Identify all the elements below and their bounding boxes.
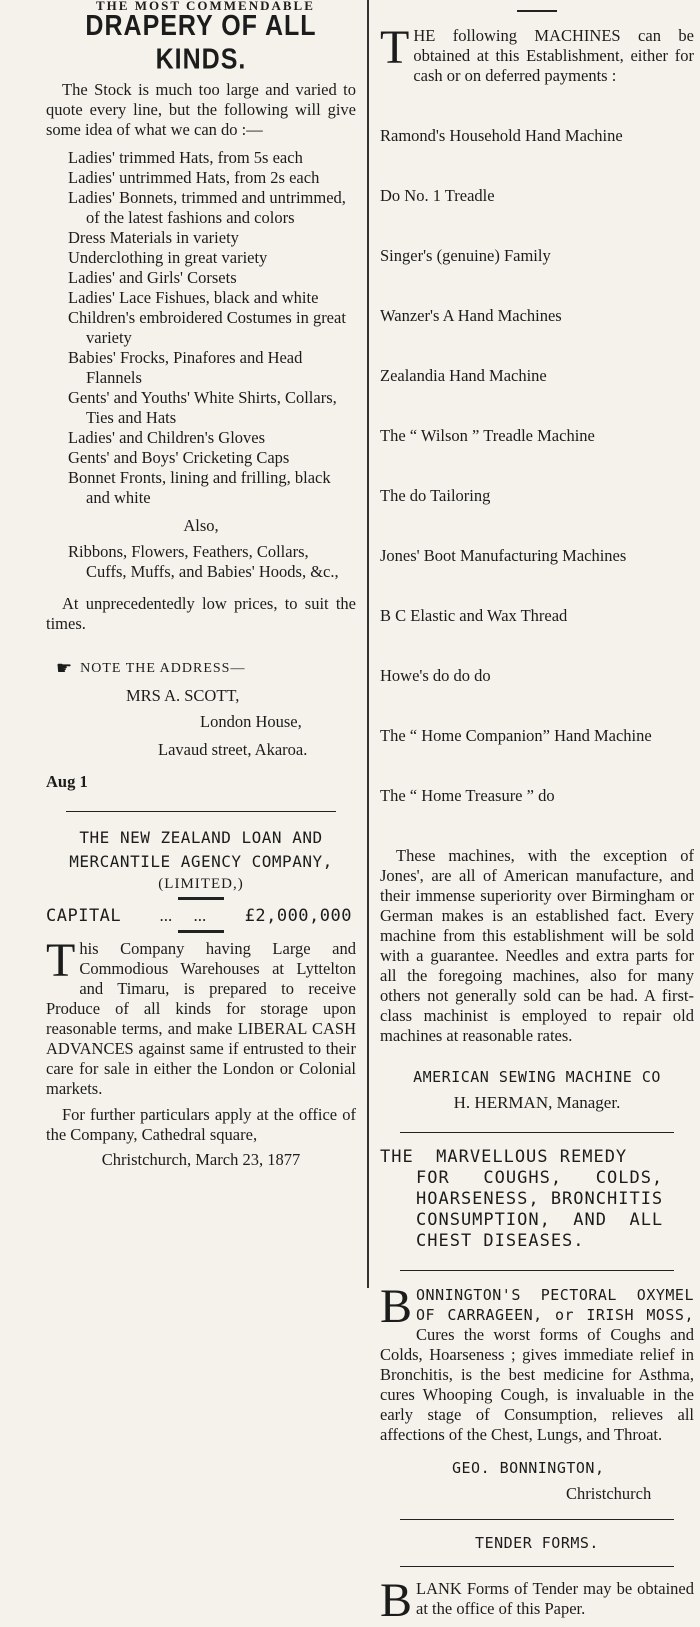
short-divider <box>178 930 224 933</box>
list-item: Zealandia Hand Machine <box>380 366 547 385</box>
proprietor-name: MRS A. SCOTT, <box>126 686 240 705</box>
list-item: Ramond's Household Hand Machine <box>380 126 623 145</box>
list-item: Howe's do do do <box>380 666 491 685</box>
list-item: Ladies' untrimmed Hats, from 2s each <box>68 168 320 187</box>
pectoral-signer: GEO. BONNINGTON, <box>452 1459 605 1477</box>
list-item: Dress Materials in variety <box>68 228 239 247</box>
divider <box>400 1270 674 1271</box>
pointing-hand-icon: ☛ <box>56 658 73 678</box>
drapery-heading: DRAPERY OF ALL KINDS. <box>85 9 317 76</box>
also-label: Also, <box>183 516 219 535</box>
list-item: Ladies' Lace Fishues, black and white <box>68 288 319 307</box>
list-item: The “ Home Treasure ” do <box>380 786 555 805</box>
cut-off-heading: THE MOST COMMENDABLE <box>96 0 315 13</box>
address-line-1: London House, <box>200 712 302 731</box>
list-item: Bonnet Fronts, lining and frilling, black and white <box>68 468 331 507</box>
company-heading: THE NEW ZEALAND LOAN AND MERCANTILE AGENCY COMPANY, <box>69 828 333 871</box>
divider <box>400 1519 674 1520</box>
machines-company: AMERICAN SEWING MACHINE CO <box>413 1068 661 1086</box>
company-date: Christchurch, March 23, 1877 <box>101 1150 301 1169</box>
tender-heading: TENDER FORMS. <box>475 1534 599 1552</box>
company-further: For further particulars apply at the office of the Company, Cathedral square, <box>46 1105 356 1144</box>
list-item: The do Tailoring <box>380 486 491 505</box>
machines-body: These machines, with the exception of Jones', are all of American manufacture, and their immense superiority over Birmingham or German makes is an established fact. Every machine from this establishment will be sold with a guarantee. Needles and extra parts for all the foregoing machines, also for many others not generally sold can be had. A first-class machinist is employed to repair old machines at reasonable rates. <box>380 846 694 1045</box>
divider <box>66 811 336 812</box>
list-item: Wanzer's A Hand Machines <box>380 306 562 325</box>
short-divider <box>178 897 224 900</box>
machines-list <box>380 86 694 846</box>
company-limited: (LIMITED,) <box>158 876 244 892</box>
list-item: Ladies' Bonnets, trimmed and untrimmed, of the latest fashions and colors <box>68 188 346 227</box>
list-item: Singer's (genuine) Family <box>380 246 551 265</box>
list-item: Ribbons, Flowers, Feathers, Collars, Cuffs, Muffs, and Babies' Hoods, &c., <box>68 542 339 581</box>
also-item-list <box>46 542 356 582</box>
pectoral-city: Christchurch <box>566 1484 652 1503</box>
drapery-intro: The Stock is much too large and varied to quote every line, but the following will give some idea of what we can do :— <box>46 80 356 139</box>
left-column <box>0 0 368 1288</box>
note-address: ☛ NOTE THE ADDRESS— <box>56 658 246 678</box>
drapery-item-list <box>46 148 356 508</box>
divider <box>400 1132 674 1133</box>
prices-line: At unprecedentedly low prices, to suit the times. <box>46 594 356 633</box>
list-item: Ladies' trimmed Hats, from 5s each <box>68 148 303 167</box>
ad-date: Aug 1 <box>46 772 88 791</box>
machines-manager: H. HERMAN, Manager. <box>453 1093 621 1112</box>
right-column <box>370 0 700 1627</box>
list-item: Ladies' and Children's Gloves <box>68 428 266 447</box>
list-item: B C Elastic and Wax Thread <box>380 606 568 625</box>
tender-body: BLANK Forms of Tender may be obtained at the office of this Paper. <box>380 1574 694 1627</box>
address-line-2: Lavaud street, Akaroa. <box>158 740 308 759</box>
list-item: Jones' Boot Manufacturing Machines <box>380 546 627 565</box>
list-item: Underclothing in great variety <box>68 248 268 267</box>
list-item: Babies' Frocks, Pinafores and Head Flannels <box>68 348 303 387</box>
pectoral-body: BONNINGTON'S PECTORAL OXYMEL OF CARRAGEEN, or IRISH MOSS, Cures the worst forms of Coughs and Colds, Hoarseness ; gives immediate relief in Bronchitis, is the best medicine for Asthma, cures Whooping Cough, is invaluable in the early stage of Consumption, relieves all affections of the Chest, Lungs, and Throat. <box>380 1280 694 1444</box>
company-body: This Company having Large and Commodious Warehouses at Lyttelton and Timaru, is prepared to receive Produce of all kinds for storage upon reasonable terms, and make LIBERAL CASH ADVANCES against same if entrusted to their care for sale in either the London or Colonial markets. <box>46 934 356 1098</box>
list-item: Do No. 1 Treadle <box>380 186 495 205</box>
list-item: Children's embroidered Costumes in great variety <box>68 308 346 347</box>
machines-intro: THE following MACHINES can be obtained at this Establishment, either for cash or on deferred payments : <box>380 21 694 85</box>
list-item: The “ Home Companion” Hand Machine <box>380 726 652 745</box>
list-item: Gents' and Boys' Cricketing Caps <box>68 448 290 467</box>
capital-line: CAPITAL ... ... £2,000,000 <box>46 906 352 926</box>
remedy-heading: THE MARVELLOUS REMEDY FOR COUGHS, COLDS, HOARSENESS, BRONCHITIS CONSUMPTION, AND ALL CHEST DISEASES. <box>380 1147 664 1251</box>
list-item: Ladies' and Girls' Corsets <box>68 268 237 287</box>
list-item: Gents' and Youths' White Shirts, Collars, Ties and Hats <box>68 388 337 427</box>
short-divider <box>517 10 557 12</box>
divider <box>400 1566 674 1567</box>
list-item: The “ Wilson ” Treadle Machine <box>380 426 595 445</box>
